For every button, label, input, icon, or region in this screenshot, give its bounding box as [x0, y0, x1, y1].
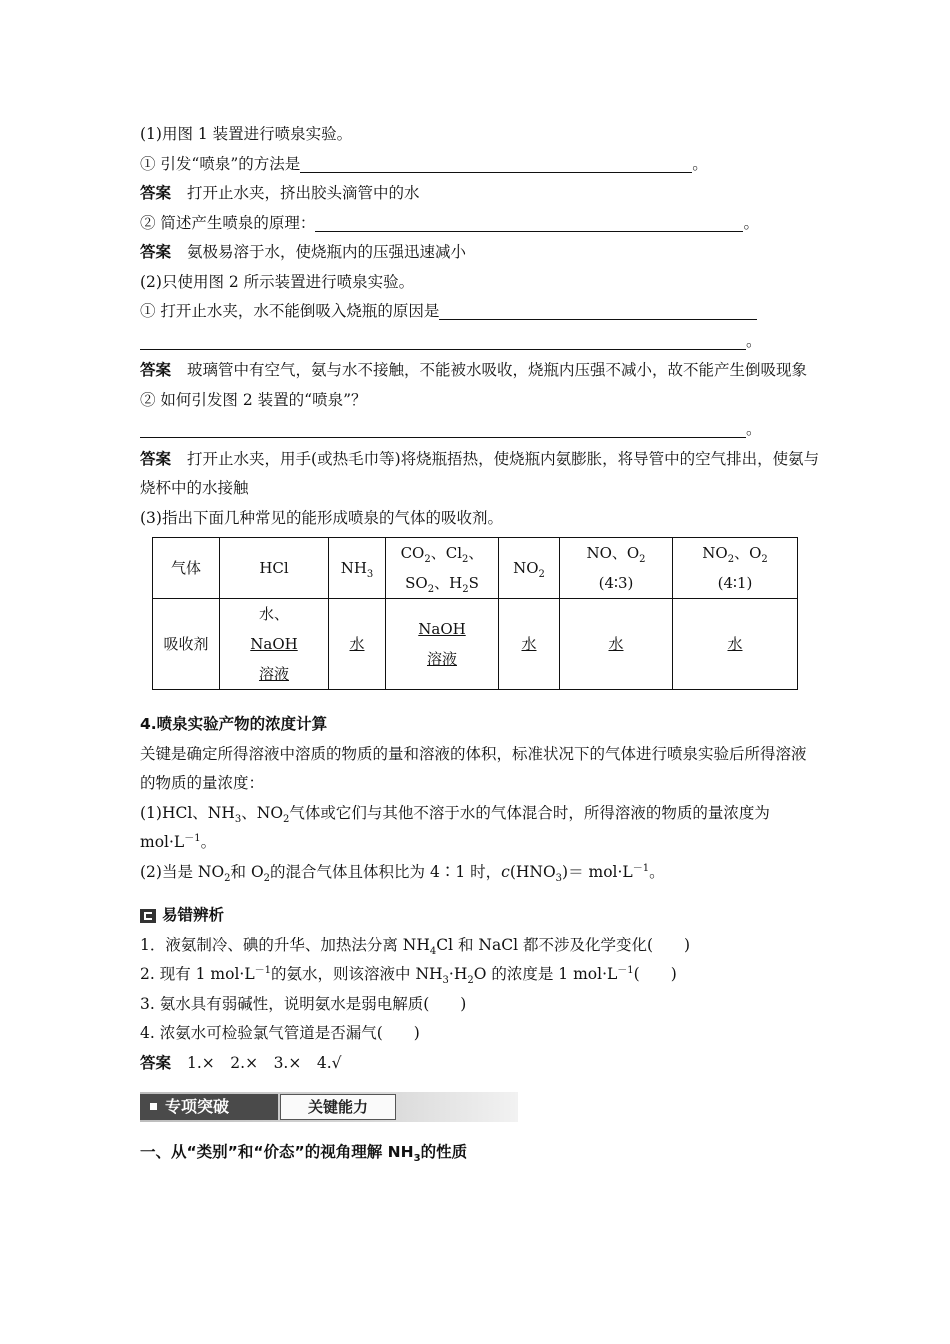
table-cell: 水	[673, 599, 798, 690]
answer-blank	[140, 331, 746, 350]
pitfall-item-1: 1．液氨制冷、碘的升华、加热法分离 $NH_4Cl$ 和 NaCl 都不涉及化学变化( )	[140, 935, 691, 957]
section-4-intro: 关键是确定所得溶液中溶质的物质的量和溶液的体积，标准状况下的气体进行喷泉实验后所得溶液的物质的量浓度：	[140, 744, 807, 792]
table-cell: 水	[560, 599, 673, 690]
table-cell: $NO_2$	[499, 538, 560, 599]
table-cell: 气体	[153, 538, 220, 599]
document-page	[140, 120, 820, 1168]
q1-1-question: ① 引发“喷泉”的方法是 。	[140, 154, 708, 173]
answer-2-2: 答案 打开止水夹，用手(或热毛巾等)将烧瓶捂热，使烧瓶内氨膨胀，将导管中的空气排出，使氨与烧杯中的水接触	[140, 449, 820, 497]
section-4-p2: (2)当是 $NO_2$和 $O_2$的混合气体且体积比为 4∶1 时，$c(HNO_3)= mol\cdot L^{-1}$。	[140, 862, 665, 884]
answer-blank	[439, 301, 757, 320]
answer-label: 答案	[140, 361, 172, 379]
answer-label: 答案	[140, 184, 172, 202]
answer-1-1: 答案 打开止水夹，挤出胶头滴管中的水	[140, 184, 420, 202]
section-4-title: 4.喷泉实验产物的浓度计算	[140, 715, 328, 733]
final-heading: 一、从“类别”和“价态”的视角理解 $NH_3$的性质	[140, 1143, 468, 1165]
square-bullet-icon	[150, 1103, 157, 1110]
table-cell: HCl	[220, 538, 329, 599]
pitfall-header: 易错辨析	[140, 901, 820, 931]
pitfall-item-4: 4. 浓氨水可检验氯气管道是否漏气( )	[140, 1024, 420, 1042]
table-cell: 水、 NaOH 溶液	[220, 599, 329, 690]
answer-label: 答案	[140, 1053, 172, 1072]
table-cell: $NH_3$	[329, 538, 386, 599]
answer-blank	[315, 213, 743, 232]
section-banner	[140, 1092, 518, 1122]
pitfall-item-2: 2. 现有 1 $mol\cdot L^{-1}$的氨水，则该溶液中 $NH_3\cdot H_2O$ 的浓度是 1 $mol\cdot L^{-1}$( )	[140, 964, 677, 987]
answer-label: 答案	[140, 243, 172, 261]
pitfall-answers: 答案 1.× 2.× 3.× 4.√	[140, 1053, 342, 1072]
section-4-p1-unit: $mol\cdot L^{-1}$。	[140, 832, 217, 851]
q2-1-continuation: 。	[140, 327, 820, 357]
answer-2-1: 答案 玻璃管中有空气，氨与水不接触，不能被水吸收，烧瓶内压强不减小，故不能产生倒吸现象	[140, 361, 808, 379]
table-cell: 水	[329, 599, 386, 690]
banner-special-topic: 专项突破	[140, 1094, 278, 1120]
q2-1-question: ① 打开止水夹，水不能倒吸入烧瓶的原因是	[140, 297, 820, 327]
table-row-absorbent	[153, 599, 798, 690]
q2-title: (2)只使用图 2 所示装置进行喷泉实验。	[140, 272, 415, 291]
table-cell: $NO_2$、$O_2$ (4∶1)	[673, 538, 798, 599]
table-cell: NaOH 溶液	[386, 599, 499, 690]
q2-2-question: ② 如何引发图 2 装置的“喷泉”？	[140, 390, 367, 409]
q1-title: (1)用图 1 装置进行喷泉实验。	[140, 125, 353, 143]
answer-1-2: 答案 氨极易溶于水，使烧瓶内的压强迅速减小	[140, 243, 467, 261]
table-cell: 吸收剂	[153, 599, 220, 690]
section-4-p1: (1)HCl、$NH_3$、$NO_2$气体或它们与其他不溶于水的气体混合时，所得溶液的物质的量浓度为	[140, 803, 770, 825]
answer-blank	[140, 419, 746, 438]
table-cell: 水	[499, 599, 560, 690]
q1-2-question: ② 简述产生喷泉的原理： 。	[140, 213, 759, 232]
error-analysis-icon	[140, 909, 156, 923]
q3-title: (3)指出下面几种常见的能形成喷泉的气体的吸收剂。	[140, 508, 503, 527]
q2-2-continuation: 。	[140, 415, 820, 445]
answer-label: 答案	[140, 449, 172, 468]
pitfall-item-3: 3. 氨水具有弱碱性，说明氨水是弱电解质( )	[140, 994, 467, 1013]
answer-blank	[300, 154, 692, 173]
table-cell: NO、$O_2$ (4∶3)	[560, 538, 673, 599]
table-row-gas	[153, 538, 798, 599]
absorbent-table	[152, 537, 798, 690]
banner-key-ability: 关键能力	[280, 1094, 396, 1120]
table-cell: $CO_2$、$Cl_2$、 $SO_2$、$H_2S$	[386, 538, 499, 599]
